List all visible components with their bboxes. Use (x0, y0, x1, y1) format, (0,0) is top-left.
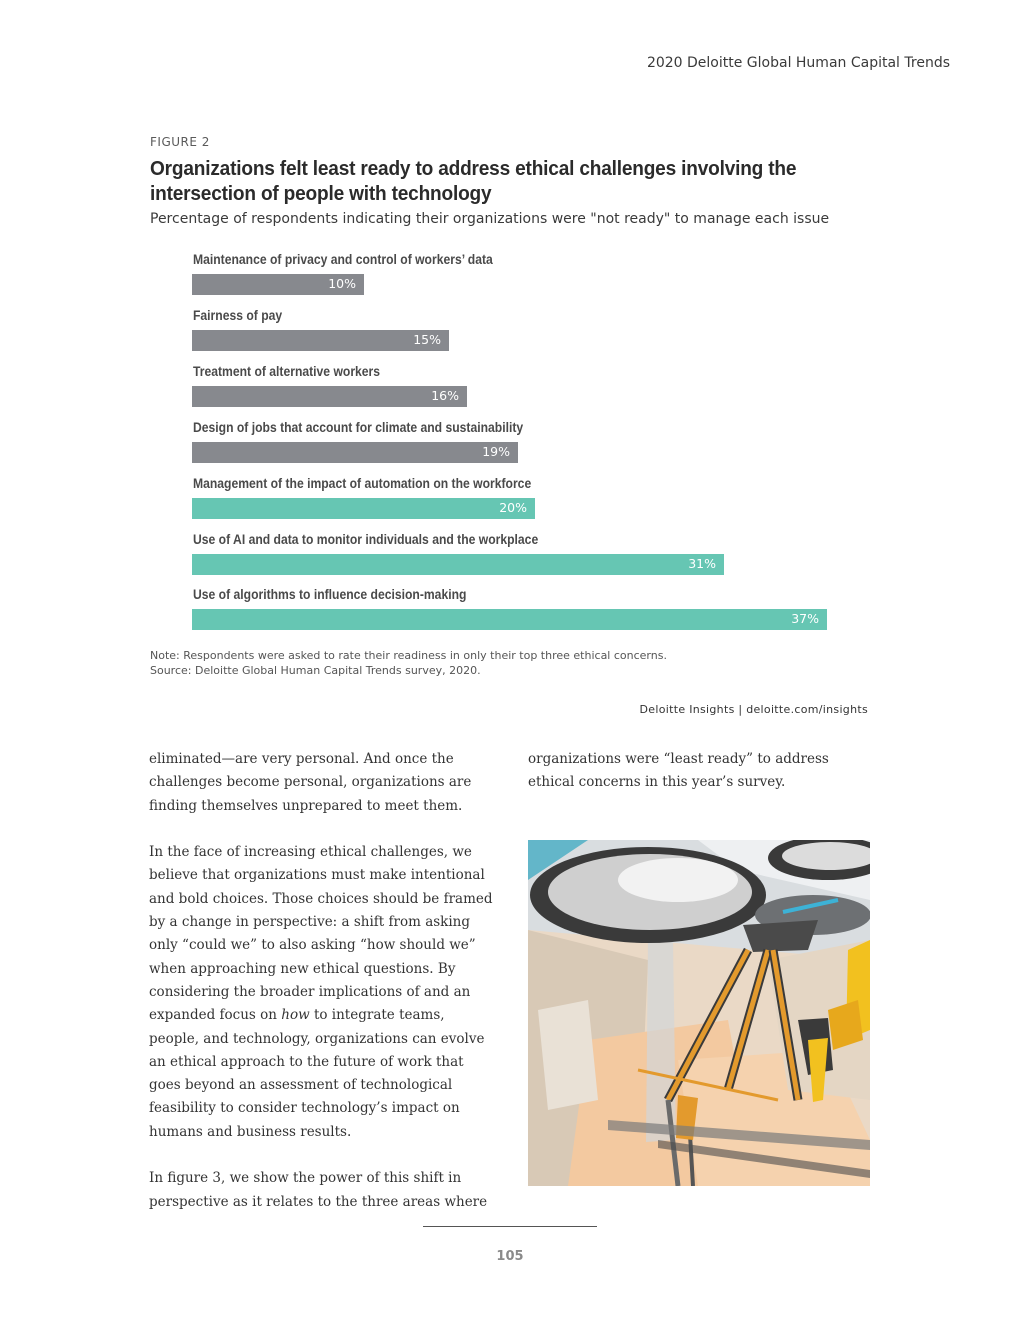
figure-source: Source: Deloitte Global Human Capital Trends survey, 2020. (150, 664, 481, 677)
bar-value-label: 15% (413, 331, 441, 347)
bar (192, 442, 518, 463)
bar-category-label: Treatment of alternative workers (193, 363, 381, 379)
bar-chart (0, 0, 1020, 640)
body-emphasis: how (281, 1007, 310, 1024)
bar (192, 609, 827, 630)
figure-title: Organizations felt least ready to address ethical challenges involving the intersection of people with technology (150, 157, 797, 205)
figure-credit: Deloitte Insights | deloitte.com/insights (639, 703, 868, 716)
bar-category-label: Use of algorithms to influence decision-making (193, 587, 467, 603)
bar-value-label: 19% (482, 443, 510, 459)
body-text: to integrate teams, people, and technology, organizations can evolve an ethical approach to the future of work that goes beyond an assessment of technological feasibility to consider technology’s impact on humans and business results. (149, 1007, 485, 1140)
running-header: 2020 Deloitte Global Human Capital Trends (646, 55, 950, 71)
body-paragraph: In figure 3, we show the power of this shift in perspective as it relates to the three areas where (149, 1170, 488, 1210)
body-column-left (149, 748, 494, 1237)
robot-drone-illustration (528, 840, 870, 1186)
body-paragraph (149, 841, 494, 1144)
bar-category-label: Design of jobs that account for climate and sustainability (193, 419, 524, 435)
body-paragraph: organizations were “least ready” to address ethical concerns in this year’s survey. (528, 751, 829, 791)
footer-rule (423, 1226, 597, 1227)
bar-value-label: 31% (688, 555, 716, 571)
figure-label: FIGURE 2 (150, 135, 210, 149)
bar-value-label: 37% (791, 611, 819, 627)
bar-category-label: Fairness of pay (193, 307, 283, 323)
figure-note: Note: Respondents were asked to rate their readiness in only their top three ethical concerns. (150, 649, 667, 662)
page-number: 105 (496, 1249, 524, 1264)
bar-category-label: Maintenance of privacy and control of workers’ data (193, 252, 493, 267)
figure-subtitle: Percentage of respondents indicating their organizations were "not ready" to manage each issue (150, 211, 830, 227)
bar (192, 498, 535, 519)
bar (192, 554, 724, 575)
bar-value-label: 10% (328, 276, 356, 291)
body-column-right (528, 748, 873, 818)
bar-category-label: Use of AI and data to monitor individuals and the workplace (193, 531, 539, 547)
bar-category-label: Management of the impact of automation on the workforce (193, 475, 532, 491)
figure-note-block (150, 648, 667, 678)
drone-illustration-graphic (528, 840, 870, 1186)
bar-value-label: 16% (431, 387, 459, 403)
bar (192, 386, 467, 407)
bar (192, 330, 449, 351)
bar-value-label: 20% (499, 499, 527, 515)
body-text: In the face of increasing ethical challenges, we believe that organizations must make intentional and bold choices. Those choices should be framed by a change in perspective: a shift from asking only “could we” to also asking “how should we” when approaching new ethical questions. By considering the broader implications of and an expanded focus on (149, 844, 493, 1024)
bar (192, 274, 364, 295)
body-paragraph: eliminated—are very personal. And once the challenges become personal, organizations are finding themselves unprepared to meet them. (149, 751, 472, 814)
